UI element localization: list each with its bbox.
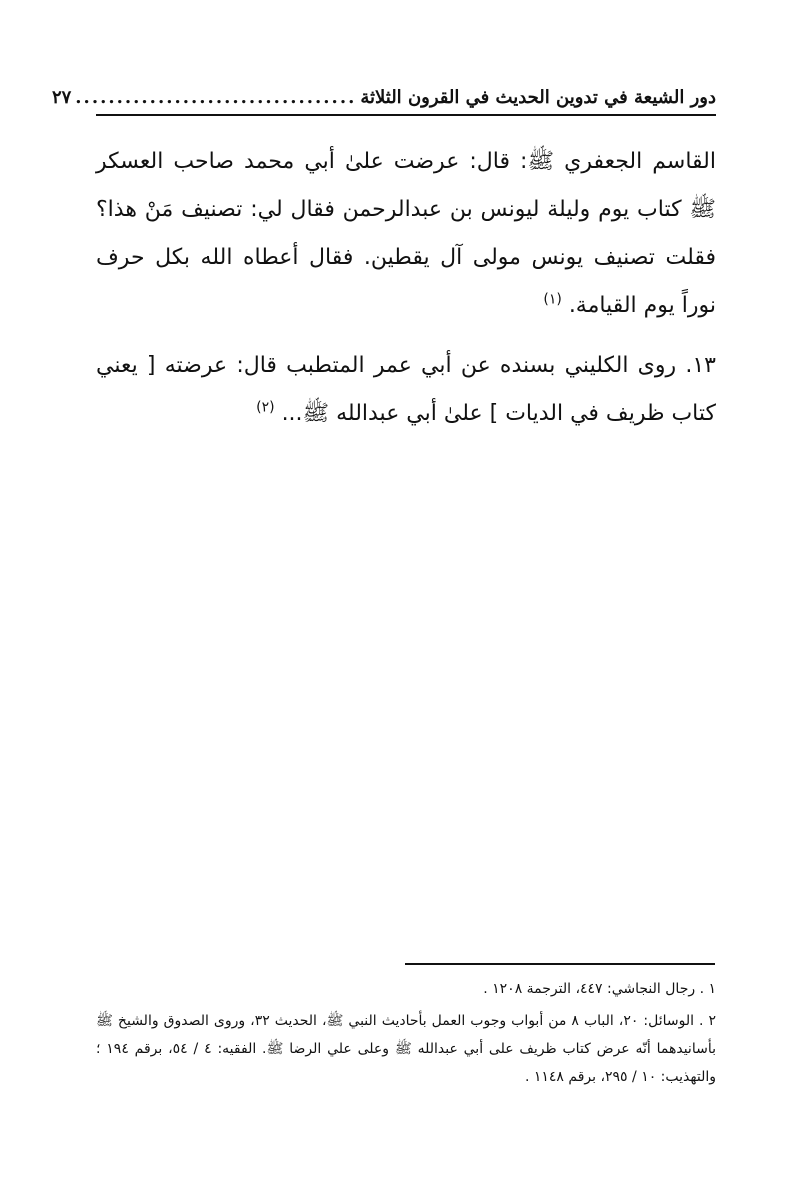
main-text xyxy=(96,138,716,438)
leader-dots: .................................. xyxy=(75,87,357,108)
paragraph-text: القاسم الجعفري ﷺ: قال: عرضت علىٰ أبي محمد صاحب العسكر ﷺ كتاب يوم وليلة ليونس بن عبدالرحمن فقال لي: تصنيف مَنْ هذا؟ فقلت تصنيف يونس مولى آل يقطين. فقال أعطاه الله بكل حرف نوراً يوم القيامة. xyxy=(96,149,716,318)
footnote-ref: (٢) xyxy=(256,399,275,416)
header-rule xyxy=(96,114,716,116)
footnote-rule xyxy=(405,963,715,965)
paragraph xyxy=(96,342,716,438)
paragraph-text: ١٣. روى الكليني بسنده عن أبي عمر المتطبب قال: عرضته [ يعني كتاب ظريف في الديات ] علىٰ أبي عبدالله ﷺ... xyxy=(96,353,716,426)
footnote: ١ . رجال النجاشي: ٤٤٧، الترجمة ١٢٠٨ . xyxy=(483,981,716,997)
running-header-title: دور الشيعة في تدوين الحديث في القرون الثلاثة xyxy=(360,87,716,108)
paragraph xyxy=(96,138,716,330)
page-number: ٢٧ xyxy=(51,87,72,108)
footnote: ٢ . الوسائل: ٢٠، الباب ٨ من أبواب وجوب العمل بأحاديث النبي ﷺ، الحديث ٣٢، وروى الصدوق والشيخ ﷺ بأسانيدهما أنّه عرض كتاب ظريف على أبي عبدالله ﷺ وعلى علي الرضا ﷺ. الفقيه: ٤ / ٥٤، برقم ١٩٤ ؛ والتهذيب: ١٠ / ٢٩٥، برقم ١١٤٨ . xyxy=(96,1013,717,1085)
footnote-ref: (١) xyxy=(543,291,562,308)
footnotes xyxy=(96,975,716,1091)
running-header xyxy=(51,72,716,108)
